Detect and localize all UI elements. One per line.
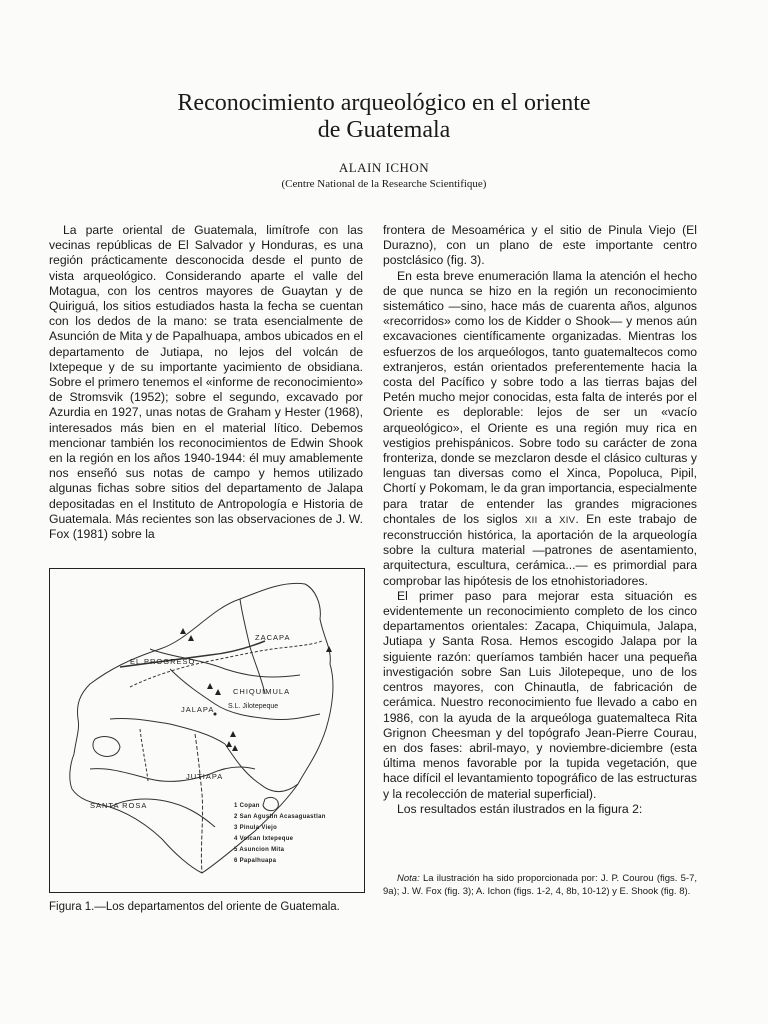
left-column [49,223,363,542]
department-border [90,767,255,782]
paragraph: frontera de Mesoamérica y el sitio de Pinula Viejo (El Durazno), con un plano de este importante centro postclásico (fig. 3). [383,223,697,268]
map-label-el-progreso: EL PROGRESO [130,657,196,666]
site-marker [188,635,194,641]
department-border [110,718,225,744]
department-border [140,729,148,781]
map-legend [234,801,326,867]
site-marker [230,731,236,737]
map-figure [49,568,365,893]
article-title [100,90,668,144]
legend-item: 1 Copan [234,803,260,809]
site-marker [326,646,332,652]
map-label-zacapa: ZACAPA [255,633,291,642]
paragraph: Los resultados están ilustrados en la figura 2: [397,801,643,816]
footnote-text: La ilustración ha sido proporcionada por: J. P. Courou (figs. 5-7, 9a); J. W. Fox (fig. 3); A. Ichon (figs. 1-2, 4, 8b, 10-12) y E. Shook (fig. 8). [383,873,698,897]
figure-caption: Figura 1.—Los departamentos del oriente de Guatemala. [49,901,340,913]
century-numeral: XIV [559,514,576,526]
department-border [195,734,203,873]
site-marker [180,628,186,634]
paragraph: La parte oriental de Guatemala, limítrofe con las vecinas repúblicas de El Salvador y Honduras, es una región prácticamente desconocida desde el punto de vista arqueológico. Considerando aparte el valle del Motagua, con los centros mayores de Guaytan y de Quiriguá, los sitios estudiados hasta la fecha se cuentan con los dedos de la mano: se trata esencialmente de Asunción de Mita y de Papalhuapa, ambos ubicados en el departamento de Jutiapa, no lejos del volcán de Ixtepeque y de su importante yacimiento de obsidiana. Sobre el primero tenemos el «informe de reconocimiento» de Stromsvik (1952); sobre el segundo, excavado por Azurdia en 1927, unas notas de Graham y Hester (1968), interesados más bien en el material lítico. Debemos mencionar también los reconocimientos de Edwin Shook en la región en los años 1940-1944: él muy amablemente nos enseñó sus notas de campo y hemos utilizado algunas fichas sobre sitios del departamento de Jalapa depositadas en el Instituto de Antropología e Historia de Guatemala. Más recientes son las observaciones de J. W. Fox (1981) sobre la [49,223,363,542]
author-affiliation: (Centre National de la Researche Scientifique) [281,178,487,190]
century-numeral: XII [525,514,538,526]
title-line-2: de Guatemala [317,117,451,143]
legend-item: 6 Papalhuapa [234,858,277,864]
paragraph [383,269,697,589]
paragraph-text: a [544,511,552,526]
lake [93,737,120,757]
department-border [240,599,265,694]
right-column [383,223,697,817]
paragraph-text: . En este trabajo de reconstrucción histórica, la aportación de la arqueología sobre la cultura material —patrones de asentamiento, arquitectura, escultura, cerámica...— es primordial para comprobar las hipótesis de los etnohistoriadores. [383,511,698,588]
legend-item: 3 Pinula Viejo [234,825,278,831]
legend-item: 4 Volcan Ixtepeque [234,836,294,842]
site-marker [207,683,213,689]
legend-item: 5 Asuncion Mita [234,847,285,853]
footnote-label: Nota: [397,873,420,884]
site-marker [215,689,221,695]
site-marker [232,745,238,751]
paragraph: El primer paso para mejorar esta situación es evidentemente un reconocimiento completo de los cinco departamentos orientales: Zacapa, Chiquimula, Jalapa, Jutiapa y Santa Rosa. Hemos escogido Jalapa por la siguiente razón: queríamos también hacer una pequeña investigación sobre San Luis Jilotepeque, uno de los centros mayores, con Chinautla, de fabricación de cerámica. Nuestro reconocimiento fue llevado a cabo en 1986, con la ayuda de la arqueóloga guatemalteca Rita Grignon Cheesman y del topógrafo Jean-Pierre Courau, en dos fases: abril-mayo, y noviembre-diciembre (esta última menos favorable por la tupida vegetación, que hace difícil el levantamiento topográfico de las estructuras y la recolección de material superficial). [383,588,697,801]
paragraph-text: En esta breve enumeración llama la atención el hecho de que nunca se hizo en la región un reconocimiento sistemático —sino, hace más de cuarenta años, algunos «recorridos» como los de Kidder o Shook— y menos aún excavaciones científicamente organizadas. Mientras los esfuerzos de los arqueólogos, tanto guatemaltecos como extranjeros, están orientados preferentemente hacia la costa del Pacífico y sobre todo a las tierras bajas del Petén mucho mejor conocidas, esta falta de interés por el Oriente es deplorable: lejos de ser un «vacío arqueológico», el Oriente es una región muy rica en vestigios prehispánicos. Sobre todo su carácter de zona fronteriza, donde se mezclaron desde el clásico culturas y lenguas tan diversas como el Xinca, Popoluca, Pipil, Chortí y Pokomam, le da gran importancia, especialmente para tratar de entender las grandes migraciones chontales de los siglos [383,268,697,526]
map-label-jilotepeque: S.L. Jilotepeque [228,703,279,710]
map-label-jutiapa: JUTIAPA [186,772,224,781]
author-name: ALAIN ICHON [338,160,430,175]
department-border [225,744,298,792]
legend-item: 2 San Agustin Acasaguastlan [234,814,326,820]
map-label-chiquimula: CHIQUIMULA [233,687,291,696]
map-label-santa-rosa: SANTA ROSA [90,801,148,810]
footnote [383,873,697,898]
title-line-1: Reconocimiento arqueológico en el oriente [177,90,591,116]
map-label-jalapa: JALAPA [181,705,215,714]
site-marker [226,741,232,747]
